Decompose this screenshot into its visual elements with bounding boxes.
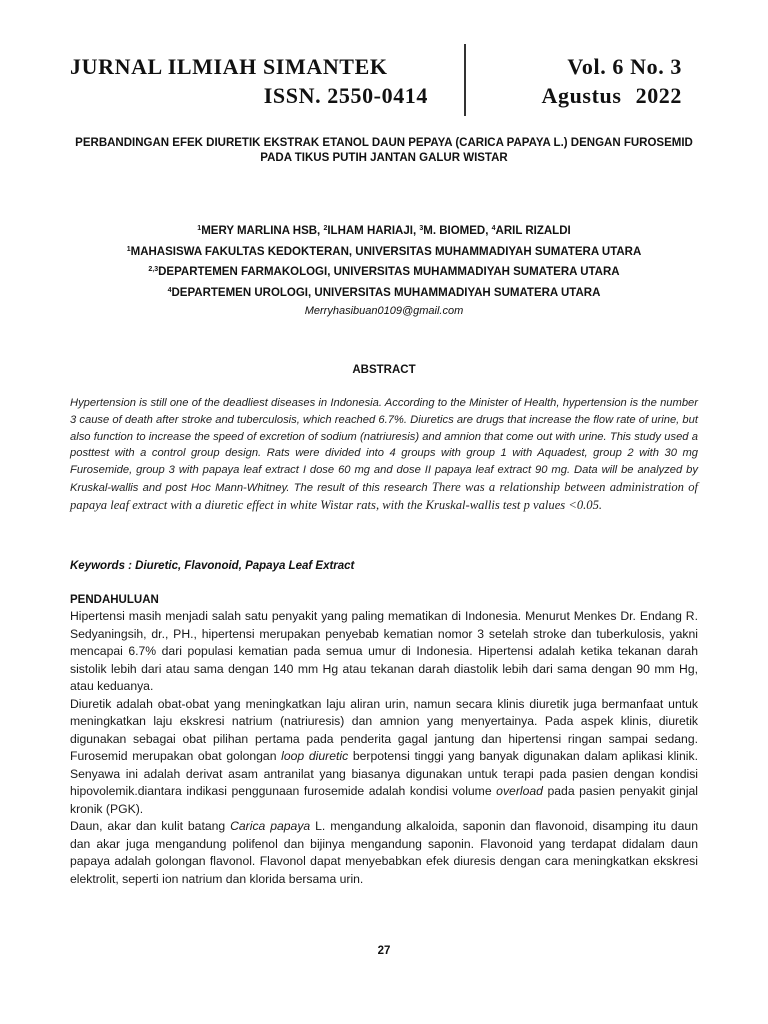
body-paragraph bbox=[70, 818, 698, 888]
affiliation bbox=[70, 261, 698, 282]
abstract-heading: ABSTRACT bbox=[352, 364, 416, 376]
author-superscript: 4 bbox=[491, 225, 496, 232]
journal-issn: ISSN. 2550-0414 bbox=[263, 83, 428, 108]
author-name: ILHAM HARIAJI, bbox=[327, 225, 420, 237]
issue-info bbox=[482, 52, 682, 110]
abstract-main: Hypertension is still one of the deadliest diseases in Indonesia. According to the Minister of Health, hypertension is the number 3 cause of death after stroke and tuberculosis, which reached 6.7%. Diuretics are drugs that increase the flow rate of urine, but also function to increase the speed of excretion of sodium (natriuresis) and amnion that come out with urine. This study used a posttest with a control group design. Rats were divided into 4 groups with group 1 with Aquadest, group 2 with 30 mg Furosemide, group 3 with papaya leaf extract I dose 60 mg and dose II papaya leaf extract 90 mg. Data will be analyzed by Kruskal-wallis and post Hoc Mann-Whitney. The result of this research bbox=[70, 397, 698, 494]
italic-term: Carica papaya bbox=[230, 819, 311, 833]
author-superscript: 1 bbox=[197, 225, 202, 232]
journal-masthead bbox=[70, 44, 690, 116]
body-paragraph: Hipertensi masih menjadi salah satu penyakit yang paling mematikan di Indonesia. Menurut Menkes Dr. Endang R. Sedyaningsih, dr., PH., hipertensi merupakan penyebab kematian nomor 3 setelah stroke dan tuberkulosis, yakni mencapai 6.7% dari populasi kematian pada semua umur di Indonesia. Hipertensi adalah ketika tekanan darah sistolik lebih dari atau sama dengan 140 mm Hg atau tekanan darah diastolik lebih dari sama dengan 90 mm Hg, atau keduanya. bbox=[70, 609, 698, 693]
author-name: M. BIOMED, bbox=[423, 225, 492, 237]
author-superscript: 2 bbox=[323, 225, 328, 232]
author-email: Merryhasibuan0109@gmail.com bbox=[304, 305, 464, 317]
title-line: PERBANDINGAN EFEK DIURETIK EKSTRAK ETANOL DAUN PEPAYA (CARICA PAPAYA L.) DENGAN FUROSEMID bbox=[75, 137, 693, 149]
keywords: Keywords : Diuretic, Flavonoid, Papaya Leaf Extract bbox=[70, 560, 355, 572]
paragraph-text: Daun, akar dan kulit batang bbox=[70, 819, 231, 833]
author-list bbox=[70, 220, 698, 241]
page-number: 27 bbox=[377, 945, 391, 957]
affiliation-superscript: 1 bbox=[126, 245, 131, 253]
article-title bbox=[70, 136, 698, 166]
volume-number: Vol. 6 No. 3 bbox=[567, 54, 682, 79]
paragraph-text: berpotensi tinggi yang banyak digunakan dalam aplikasi klinik. Senyawa ini adalah derivat asam antranilat yang biasanya digunakan untuk terapi pada pasien dengan kondisi hipovolemik.diantara indikasi penggunaan furosemide adalah kondisi volume bbox=[70, 749, 698, 798]
body-paragraph bbox=[70, 696, 698, 819]
paragraph-text: pada pasien penyakit ginjal kronik (PGK). bbox=[70, 784, 699, 816]
italic-term: overload bbox=[496, 784, 543, 798]
section-heading-introduction: PENDAHULUAN bbox=[70, 594, 159, 606]
title-line: PADA TIKUS PUTIH JANTAN GALUR WISTAR bbox=[260, 152, 508, 164]
author-name: ARIL RIZALDI bbox=[495, 225, 571, 237]
issue-date: Agustus 2022 bbox=[541, 83, 682, 108]
affiliation-superscript: 2,3 bbox=[148, 266, 159, 273]
affiliation-superscript: 4 bbox=[167, 286, 172, 294]
affiliation-text: DEPARTEMEN FARMAKOLOGI, UNIVERSITAS MUHAMMADIYAH SUMATERA UTARA bbox=[158, 266, 620, 278]
introduction-body bbox=[70, 608, 698, 888]
journal-name: JURNAL ILMIAH SIMANTEK bbox=[70, 54, 388, 79]
journal-identity bbox=[70, 52, 428, 110]
paragraph-text: L. mengandung alkaloida, saponin dan flavonoid, disamping itu daun dan akar juga mengandung polifenol dan bijinya mengandung saponin. Flavonoid yang terdapat didalam daun papaya adalah golongan flavonol. Flavonol dapat menyebabkan efek diuresis dengan cara meningkatkan ekskresi elektrolit, seperti ion natrium dan klorida bersama urin. bbox=[70, 819, 698, 886]
affiliation-text: MAHASISWA FAKULTAS KEDOKTERAN, UNIVERSITAS MUHAMMADIYAH SUMATERA UTARA bbox=[130, 245, 642, 258]
author-superscript: 3 bbox=[419, 225, 424, 232]
author-name: MERY MARLINA HSB, bbox=[201, 225, 324, 237]
affiliation bbox=[70, 241, 698, 262]
italic-term: loop diuretic bbox=[281, 749, 349, 763]
masthead-divider bbox=[464, 44, 466, 116]
paragraph-text: Diuretik adalah obat-obat yang meningkatkan laju aliran urin, namun secara klinis diuretik juga bermanfaat untuk meningkatkan laju ekskresi natrium (natriuresis) dan amnion yang menyertainya. Pada aspek klinis, diuretik digunakan sebagai obat pilihan pertama pada penderita gagal jantung dan hipertensi ringan sampai sedang. Furosemid merupakan obat golongan bbox=[70, 696, 698, 763]
abstract-conclusion: There was a relationship between administration of papaya leaf extract with a diuretic effect in white Wistar rats, with the Kruskal-wallis test p values <0.05. bbox=[70, 479, 698, 512]
author-block bbox=[70, 220, 698, 302]
affiliation-text: DEPARTEMEN UROLOGI, UNIVERSITAS MUHAMMADIYAH SUMATERA UTARA bbox=[171, 286, 601, 299]
abstract-text bbox=[70, 395, 698, 515]
affiliation bbox=[70, 282, 698, 303]
